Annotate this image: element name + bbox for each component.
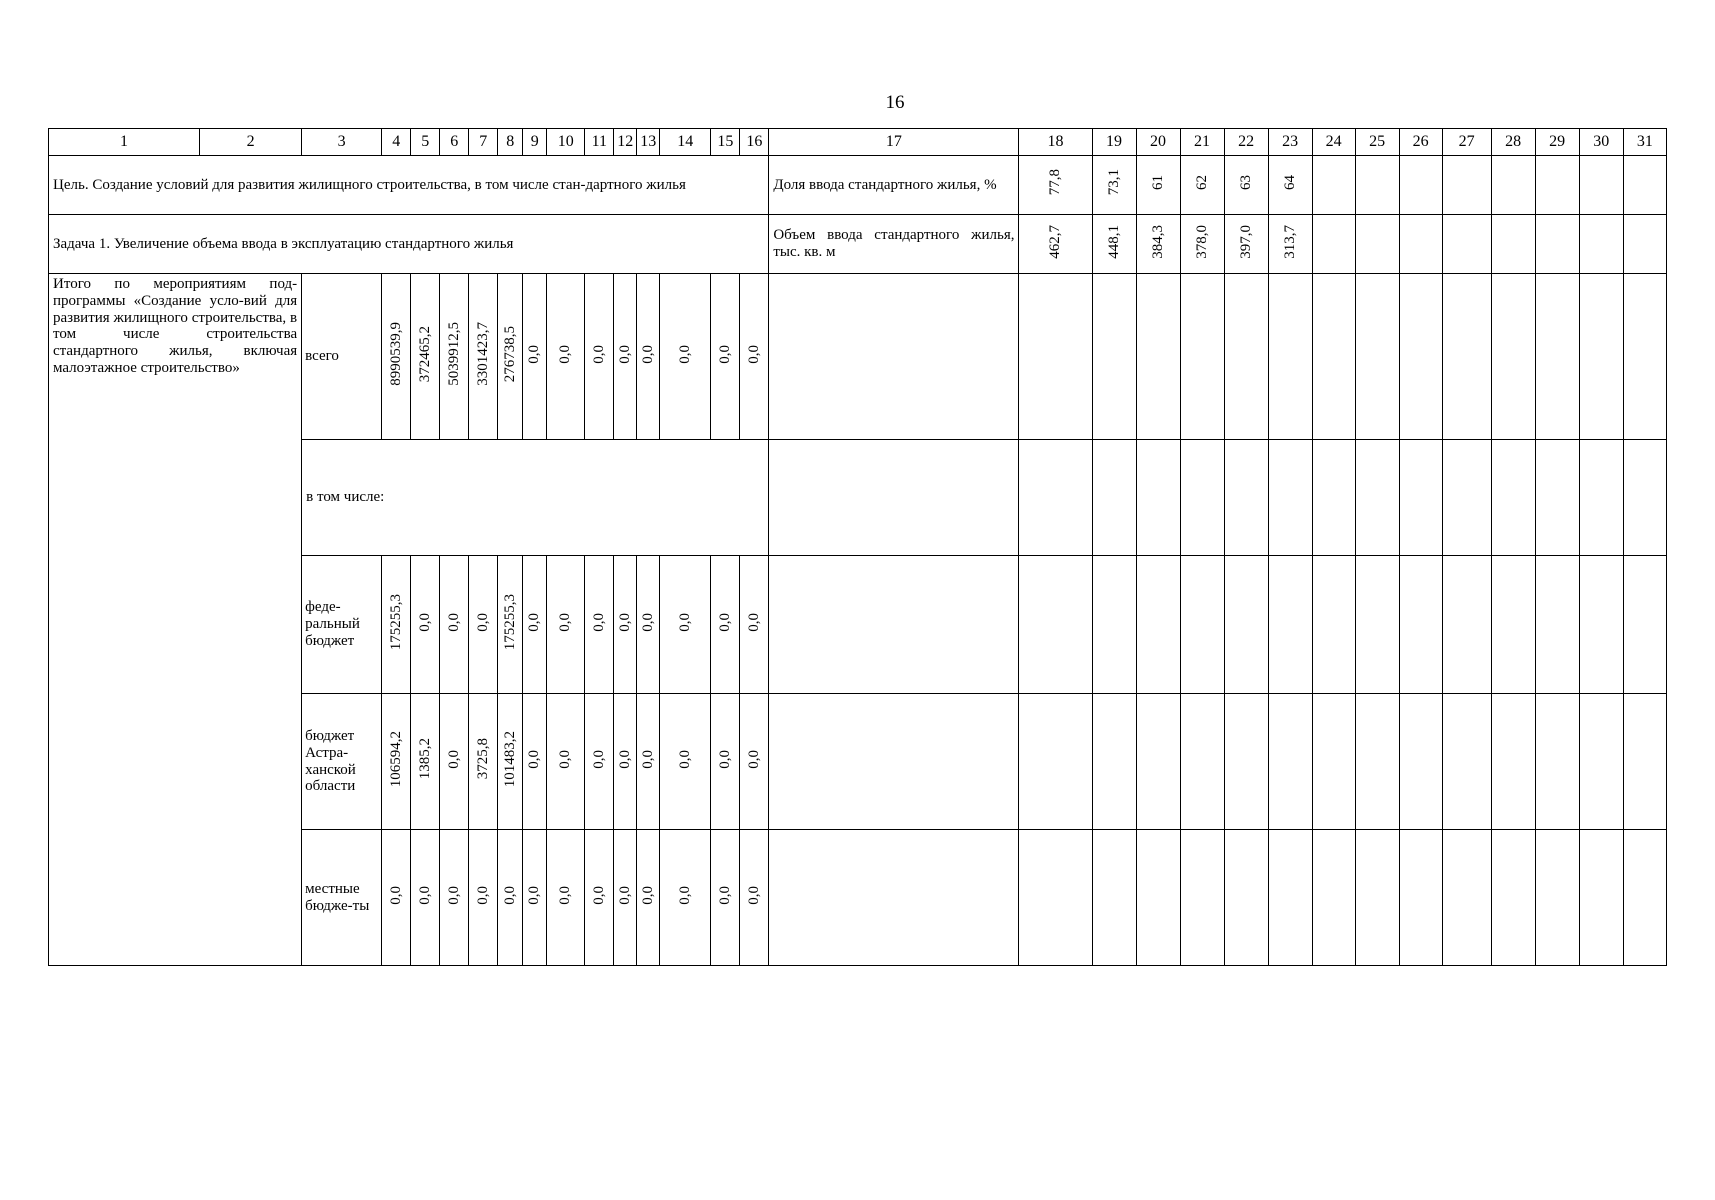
federal-value: 0,0 xyxy=(616,612,633,632)
row-label: всего xyxy=(302,274,382,440)
regional-value: 0,0 xyxy=(676,749,693,769)
task-value: 313,7 xyxy=(1281,224,1298,259)
local-value: 0,0 xyxy=(745,885,762,905)
regional-value: 0,0 xyxy=(526,749,543,769)
column-number: 20 xyxy=(1136,129,1180,156)
program-total-row xyxy=(49,274,1667,440)
column-number: 18 xyxy=(1019,129,1092,156)
column-number: 25 xyxy=(1355,129,1399,156)
local-value: 0,0 xyxy=(676,885,693,905)
goal-indicator: Доля ввода стандартного жилья, % xyxy=(769,156,1019,215)
task-text: Задача 1. Увеличение объема ввода в эксплуатацию стандартного жилья xyxy=(49,215,769,274)
local-value: 0,0 xyxy=(445,885,462,905)
program-title: Итого по мероприятиям под-программы «Создание усло-вий для развития жилищного строительства, в том числе строительства стандартного жилья, включая малоэтажное строительство» xyxy=(49,274,302,966)
total-value: 0,0 xyxy=(526,344,543,364)
regional-value: 0,0 xyxy=(639,749,656,769)
column-number: 21 xyxy=(1180,129,1224,156)
regional-value: 1385,2 xyxy=(416,738,433,780)
regional-value: 0,0 xyxy=(616,749,633,769)
column-number: 22 xyxy=(1224,129,1268,156)
task-value: 448,1 xyxy=(1105,224,1122,259)
column-number: 23 xyxy=(1268,129,1312,156)
column-number: 8 xyxy=(498,129,523,156)
column-number: 4 xyxy=(382,129,411,156)
federal-value: 0,0 xyxy=(557,612,574,632)
column-number: 19 xyxy=(1092,129,1136,156)
column-number: 7 xyxy=(469,129,498,156)
column-number: 28 xyxy=(1491,129,1535,156)
goal-value: 62 xyxy=(1193,175,1210,191)
local-value: 0,0 xyxy=(616,885,633,905)
local-value: 0,0 xyxy=(387,885,404,905)
task-value: 462,7 xyxy=(1047,224,1064,259)
goal-text: Цель. Создание условий для развития жилищного строительства, в том числе стан-дартного жилья xyxy=(49,156,769,215)
total-value: 0,0 xyxy=(716,344,733,364)
task-value: 384,3 xyxy=(1149,224,1166,259)
federal-value: 0,0 xyxy=(526,612,543,632)
federal-value: 175255,3 xyxy=(387,593,404,651)
total-value: 0,0 xyxy=(745,344,762,364)
column-number: 6 xyxy=(440,129,469,156)
column-number: 27 xyxy=(1442,129,1491,156)
goal-row xyxy=(49,156,1667,215)
local-value: 0,0 xyxy=(416,885,433,905)
column-number: 26 xyxy=(1399,129,1442,156)
regional-value: 0,0 xyxy=(590,749,607,769)
column-number: 5 xyxy=(411,129,440,156)
goal-value: 77,8 xyxy=(1047,169,1064,196)
column-number: 30 xyxy=(1579,129,1623,156)
column-number: 3 xyxy=(302,129,382,156)
column-number: 16 xyxy=(740,129,769,156)
goal-value: 73,1 xyxy=(1105,169,1122,196)
regional-value: 3725,8 xyxy=(474,738,491,780)
column-number: 11 xyxy=(585,129,614,156)
total-value: 0,0 xyxy=(557,344,574,364)
column-number: 15 xyxy=(711,129,740,156)
total-value: 372465,2 xyxy=(416,325,433,383)
local-value: 0,0 xyxy=(639,885,656,905)
column-number: 9 xyxy=(523,129,547,156)
regional-value: 101483,2 xyxy=(501,730,518,788)
program-table xyxy=(48,128,1667,966)
column-number: 14 xyxy=(660,129,711,156)
total-value: 276738,5 xyxy=(501,325,518,383)
row-label: местные бюдже-ты xyxy=(302,830,382,966)
local-value: 0,0 xyxy=(526,885,543,905)
goal-value: 64 xyxy=(1281,175,1298,191)
column-number: 1 xyxy=(49,129,200,156)
federal-value: 0,0 xyxy=(676,612,693,632)
total-value: 0,0 xyxy=(616,344,633,364)
task-indicator: Объем ввода стандартного жилья, тыс. кв. м xyxy=(769,215,1019,274)
task-value: 378,0 xyxy=(1193,224,1210,259)
local-value: 0,0 xyxy=(557,885,574,905)
row-label: феде-ральный бюджет xyxy=(302,556,382,694)
regional-value: 0,0 xyxy=(557,749,574,769)
column-number: 24 xyxy=(1312,129,1355,156)
goal-value: 61 xyxy=(1149,175,1166,191)
column-number: 2 xyxy=(200,129,302,156)
federal-value: 0,0 xyxy=(445,612,462,632)
regional-value: 0,0 xyxy=(716,749,733,769)
total-value: 0,0 xyxy=(639,344,656,364)
task-row xyxy=(49,215,1667,274)
local-value: 0,0 xyxy=(474,885,491,905)
including-label: в том числе: xyxy=(302,440,769,556)
total-value: 8990539,9 xyxy=(387,322,404,386)
column-number: 13 xyxy=(637,129,660,156)
column-number: 31 xyxy=(1623,129,1666,156)
federal-value: 0,0 xyxy=(416,612,433,632)
federal-value: 0,0 xyxy=(590,612,607,632)
local-value: 0,0 xyxy=(590,885,607,905)
federal-value: 175255,3 xyxy=(501,593,518,651)
column-number: 12 xyxy=(614,129,637,156)
total-value: 0,0 xyxy=(676,344,693,364)
total-value: 5039912,5 xyxy=(445,322,462,386)
federal-value: 0,0 xyxy=(639,612,656,632)
federal-value: 0,0 xyxy=(745,612,762,632)
federal-value: 0,0 xyxy=(716,612,733,632)
regional-value: 0,0 xyxy=(445,749,462,769)
regional-value: 0,0 xyxy=(745,749,762,769)
total-value: 3301423,7 xyxy=(474,322,491,386)
page-number: 16 xyxy=(885,92,905,113)
local-value: 0,0 xyxy=(501,885,518,905)
goal-value: 63 xyxy=(1237,175,1254,191)
column-number: 10 xyxy=(547,129,585,156)
column-numbers-row xyxy=(49,129,1667,156)
column-number: 17 xyxy=(769,129,1019,156)
local-value: 0,0 xyxy=(716,885,733,905)
federal-value: 0,0 xyxy=(474,612,491,632)
row-label: бюджет Астра-ханской области xyxy=(302,694,382,830)
total-value: 0,0 xyxy=(590,344,607,364)
regional-value: 106594,2 xyxy=(387,730,404,788)
column-number: 29 xyxy=(1535,129,1579,156)
task-value: 397,0 xyxy=(1237,224,1254,259)
